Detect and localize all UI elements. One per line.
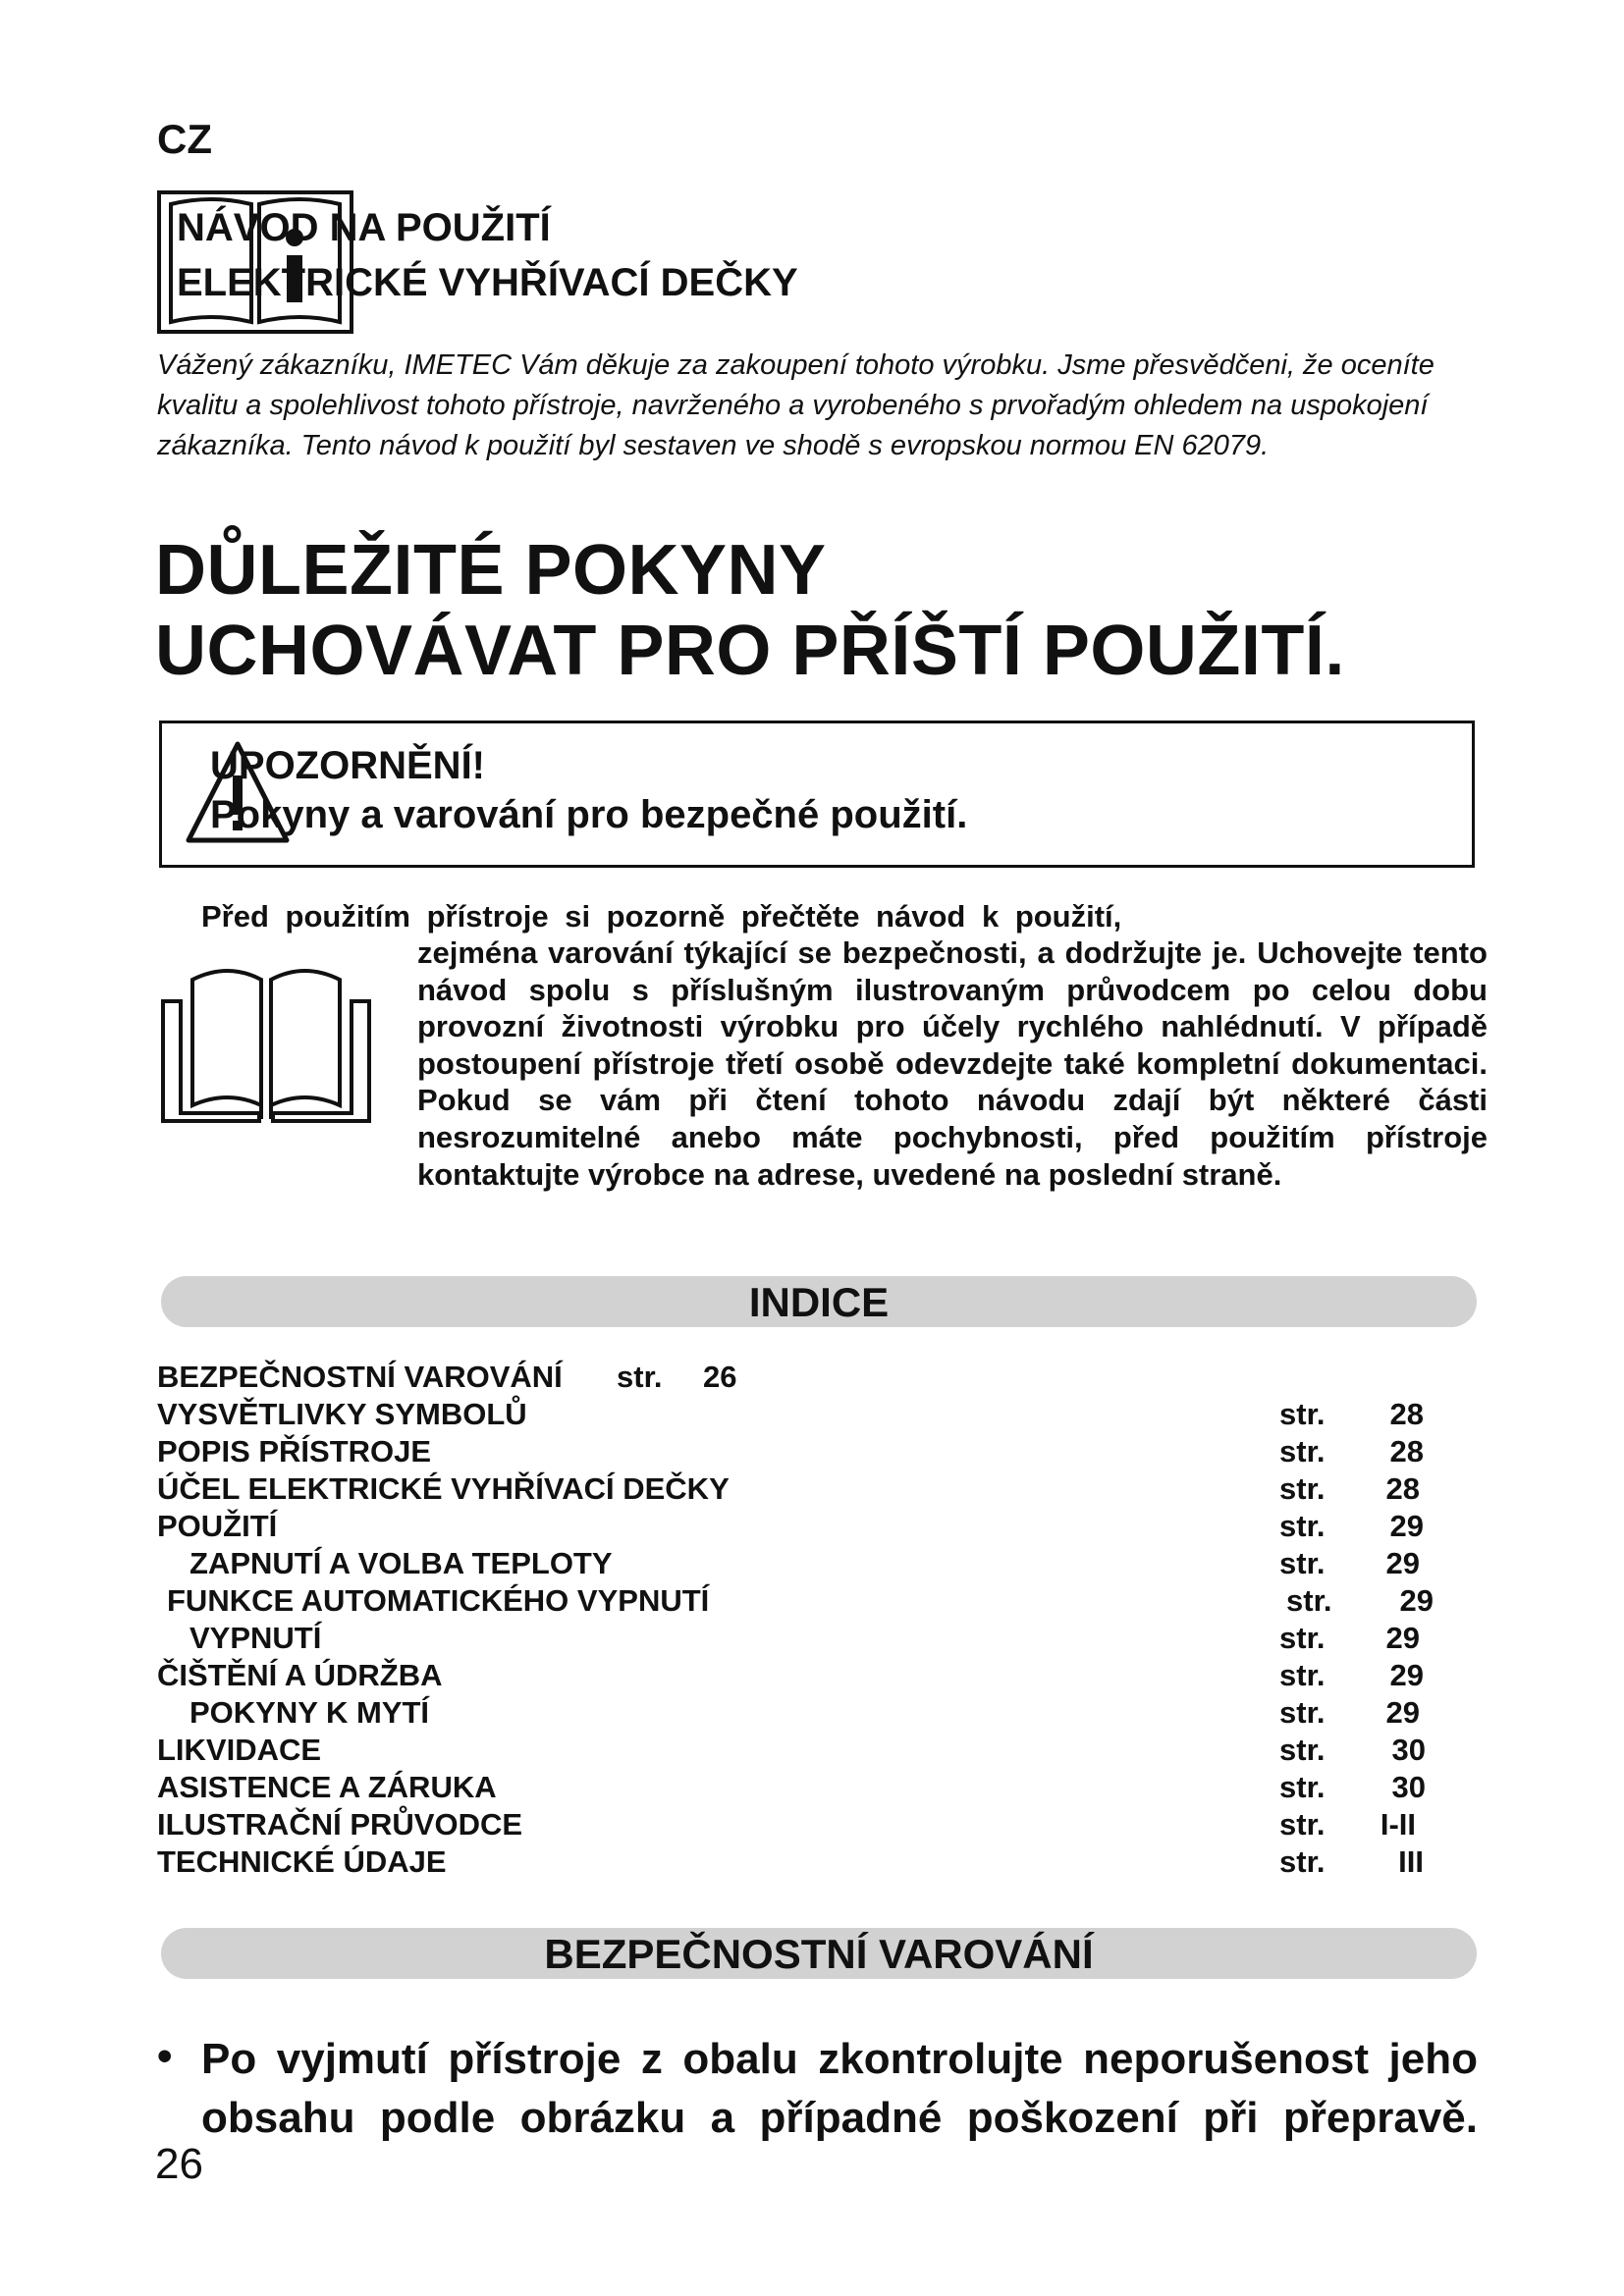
toc-entry-page: 29	[1399, 1583, 1434, 1618]
toc-row	[0, 1844, 1624, 1882]
toc-row	[0, 1807, 1624, 1844]
toc-entry-str-label: str.	[1286, 1583, 1332, 1618]
read-manual-paragraph: zejména varování týkající se bezpečnosti, a dodržujte je. Uchovejte tento návod spolu s příslušným ilustrovaným průvodcem po celou dobu provozní životnosti výrobku pro účely rychlého nahlédnutí. V případě postoupení přístroje třetí osobě odevzdejte také kompletní dokumentaci. Pokud se vám při čtení tohoto návodu zdají být některé části nesrozumitelné anebo máte pochybnosti, před použitím přístroje kontaktujte výrobce na adrese, uvedené na poslední straně.	[417, 935, 1488, 1192]
intro-paragraph: Vážený zákazníku, IMETEC Vám děkuje za zakoupení tohoto výrobku. Jsme přesvědčeni, že oceníte kvalitu a spolehlivost tohoto přístroje, navrženého a vyrobeného s prvořadým ohledem na uspokojení zákazníka. Tento návod k použití byl sestaven ve shodě s evropskou normou EN 62079.	[157, 349, 1435, 461]
toc-entry-str-label: str.	[1279, 1695, 1326, 1730]
toc-row	[0, 1695, 1624, 1733]
toc-entry-title: VYPNUTÍ	[189, 1621, 322, 1655]
toc-entry-title: ASISTENCE A ZÁRUKA	[157, 1770, 497, 1804]
toc-entry-str-label: str.	[1279, 1733, 1326, 1767]
toc-entry-page: 29	[1385, 1695, 1420, 1730]
toc-entry-title: BEZPEČNOSTNÍ VAROVÁNÍ	[157, 1360, 563, 1394]
toc-entry-title: ZAPNUTÍ A VOLBA TEPLOTY	[189, 1546, 613, 1580]
toc-entry-page: 30	[1391, 1770, 1426, 1804]
toc-entry-str-label: str.	[1279, 1807, 1326, 1842]
toc-entry-page: III	[1398, 1844, 1424, 1879]
toc-entry-str-label: str.	[1279, 1546, 1326, 1580]
toc-entry-str-label: str.	[1279, 1658, 1326, 1692]
toc-entry-title: LIKVIDACE	[157, 1733, 322, 1767]
important-heading: DŮLEŽITÉ POKYNY	[155, 531, 827, 610]
toc-entry-page: 29	[1385, 1621, 1420, 1655]
toc-entry-str-label: str.	[617, 1360, 663, 1394]
toc-entry-title: ČIŠTĚNÍ A ÚDRŽBA	[157, 1658, 443, 1692]
toc-entry-page: 28	[1385, 1471, 1420, 1506]
manual-title-line2: ELEKTRICKÉ VYHŘÍVACÍ DEČKY	[177, 261, 798, 304]
toc-entry-page: 29	[1389, 1509, 1424, 1543]
toc-row	[0, 1583, 1624, 1621]
toc-row	[0, 1360, 1624, 1397]
safety-bullet-text: Po vyjmutí přístroje z obalu zkontrolujte neporušenost jeho obsahu podle obrázku a případné poškození při přepravě.	[201, 2035, 1478, 2142]
toc-row	[0, 1621, 1624, 1658]
toc-entry-str-label: str.	[1279, 1509, 1326, 1543]
toc-entry-title: POUŽITÍ	[157, 1509, 278, 1543]
warning-title: UPOZORNĚNÍ!	[210, 744, 485, 787]
toc-row	[0, 1733, 1624, 1770]
toc-entry-title: POKYNY K MYTÍ	[189, 1695, 430, 1730]
toc-entry-str-label: str.	[1279, 1770, 1326, 1804]
toc-entry-title: FUNKCE AUTOMATICKÉHO VYPNUTÍ	[167, 1583, 710, 1618]
toc-entry-page: 28	[1389, 1434, 1424, 1468]
manual-title-line1: NÁVOD NA POUŽITÍ	[177, 206, 551, 249]
safety-heading: BEZPEČNOSTNÍ VAROVÁNÍ	[161, 1928, 1477, 1979]
toc-row	[0, 1509, 1624, 1546]
toc-entry-title: POPIS PŘÍSTROJE	[157, 1434, 432, 1468]
page-number: 26	[155, 2140, 203, 2188]
toc-entry-str-label: str.	[1279, 1844, 1326, 1879]
toc-row	[0, 1397, 1624, 1434]
open-book-icon	[157, 960, 375, 1129]
index-heading: INDICE	[161, 1276, 1477, 1327]
toc-row	[0, 1471, 1624, 1509]
bullet-marker: •	[157, 2032, 173, 2080]
toc-entry-str-label: str.	[1279, 1471, 1326, 1506]
toc-entry-page: I-II	[1380, 1807, 1416, 1842]
toc-entry-page: 29	[1389, 1658, 1424, 1692]
toc-entry-page: 30	[1391, 1733, 1426, 1767]
toc-row	[0, 1546, 1624, 1583]
toc-entry-title: ILUSTRAČNÍ PRŮVODCE	[157, 1807, 523, 1842]
toc-entry-page: 26	[703, 1360, 737, 1394]
toc-entry-page: 28	[1389, 1397, 1424, 1431]
keep-for-future-heading: UCHOVÁVAT PRO PŘÍŠTÍ POUŽITÍ.	[155, 612, 1345, 690]
language-code: CZ	[157, 116, 212, 162]
toc-entry-title: VYSVĚTLIVKY SYMBOLŮ	[157, 1397, 527, 1431]
toc-entry-page: 29	[1385, 1546, 1420, 1580]
warning-subtitle: Pokyny a varování pro bezpečné použití.	[210, 793, 968, 836]
toc-row	[0, 1770, 1624, 1807]
toc-row	[0, 1658, 1624, 1695]
toc-entry-title: ÚČEL ELEKTRICKÉ VYHŘÍVACÍ DEČKY	[157, 1471, 730, 1506]
toc-row	[0, 1434, 1624, 1471]
toc-entry-str-label: str.	[1279, 1434, 1326, 1468]
toc-entry-title: TECHNICKÉ ÚDAJE	[157, 1844, 447, 1879]
toc-entry-str-label: str.	[1279, 1397, 1326, 1431]
read-manual-first-line: Před použitím přístroje si pozorně přečtěte návod k použití,	[201, 899, 1122, 934]
toc-entry-str-label: str.	[1279, 1621, 1326, 1655]
